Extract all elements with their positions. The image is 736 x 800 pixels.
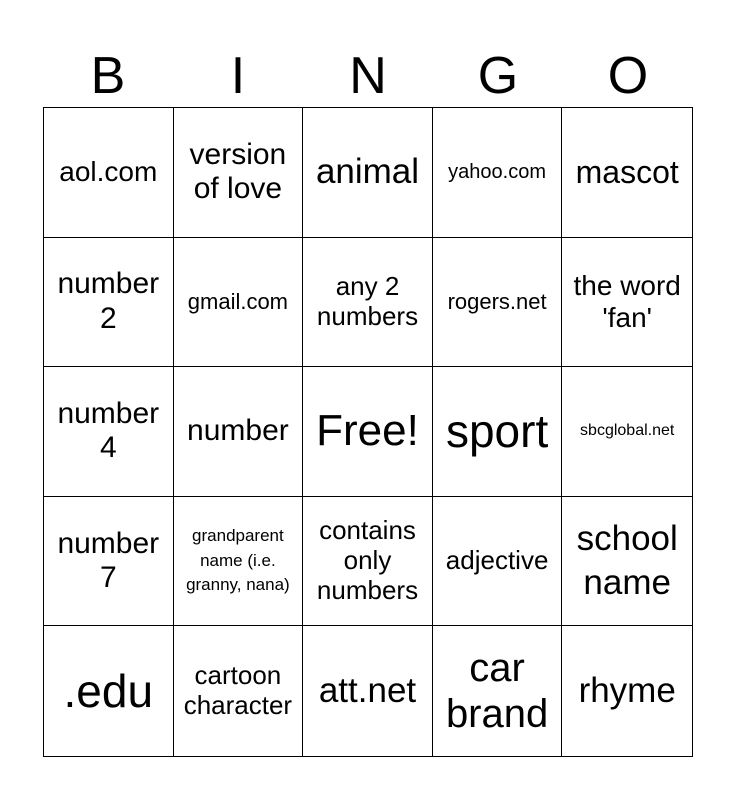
header-letter-o: O [607,47,649,105]
bingo-cell: version of love [174,108,304,238]
bingo-cell: contains only numbers [303,497,433,627]
bingo-cell: .edu [44,626,174,756]
bingo-cell: adjective [433,497,563,627]
bingo-cell: mascot [562,108,692,238]
bingo-board [43,107,693,757]
bingo-cell: sport [433,367,563,497]
bingo-cell: att.net [303,626,433,756]
header-letter-i: I [230,47,246,105]
bingo-cell: school name [562,497,692,627]
bingo-cell: animal [303,108,433,238]
bingo-header [43,44,693,108]
bingo-cell: number 4 [44,367,174,497]
bingo-cell: aol.com [44,108,174,238]
bingo-cell: gmail.com [174,238,304,368]
bingo-cell: number 2 [44,238,174,368]
bingo-cell: number [174,367,304,497]
bingo-cell: yahoo.com [433,108,563,238]
header-letter-n: N [349,47,387,105]
bingo-cell: any 2 numbers [303,238,433,368]
bingo-cell: the word 'fan' [562,238,692,368]
bingo-cell: sbcglobal.net [562,367,692,497]
bingo-cell: rogers.net [433,238,563,368]
bingo-cell: car brand [433,626,563,756]
header-letter-g: G [477,47,519,105]
header-letter-b: B [90,47,126,105]
free-space: Free! [303,367,433,497]
bingo-cell: cartoon character [174,626,304,756]
bingo-cell: number 7 [44,497,174,627]
bingo-cell: rhyme [578,671,676,711]
bingo-cell: grandparent name (i.e. granny, nana) [174,497,304,627]
